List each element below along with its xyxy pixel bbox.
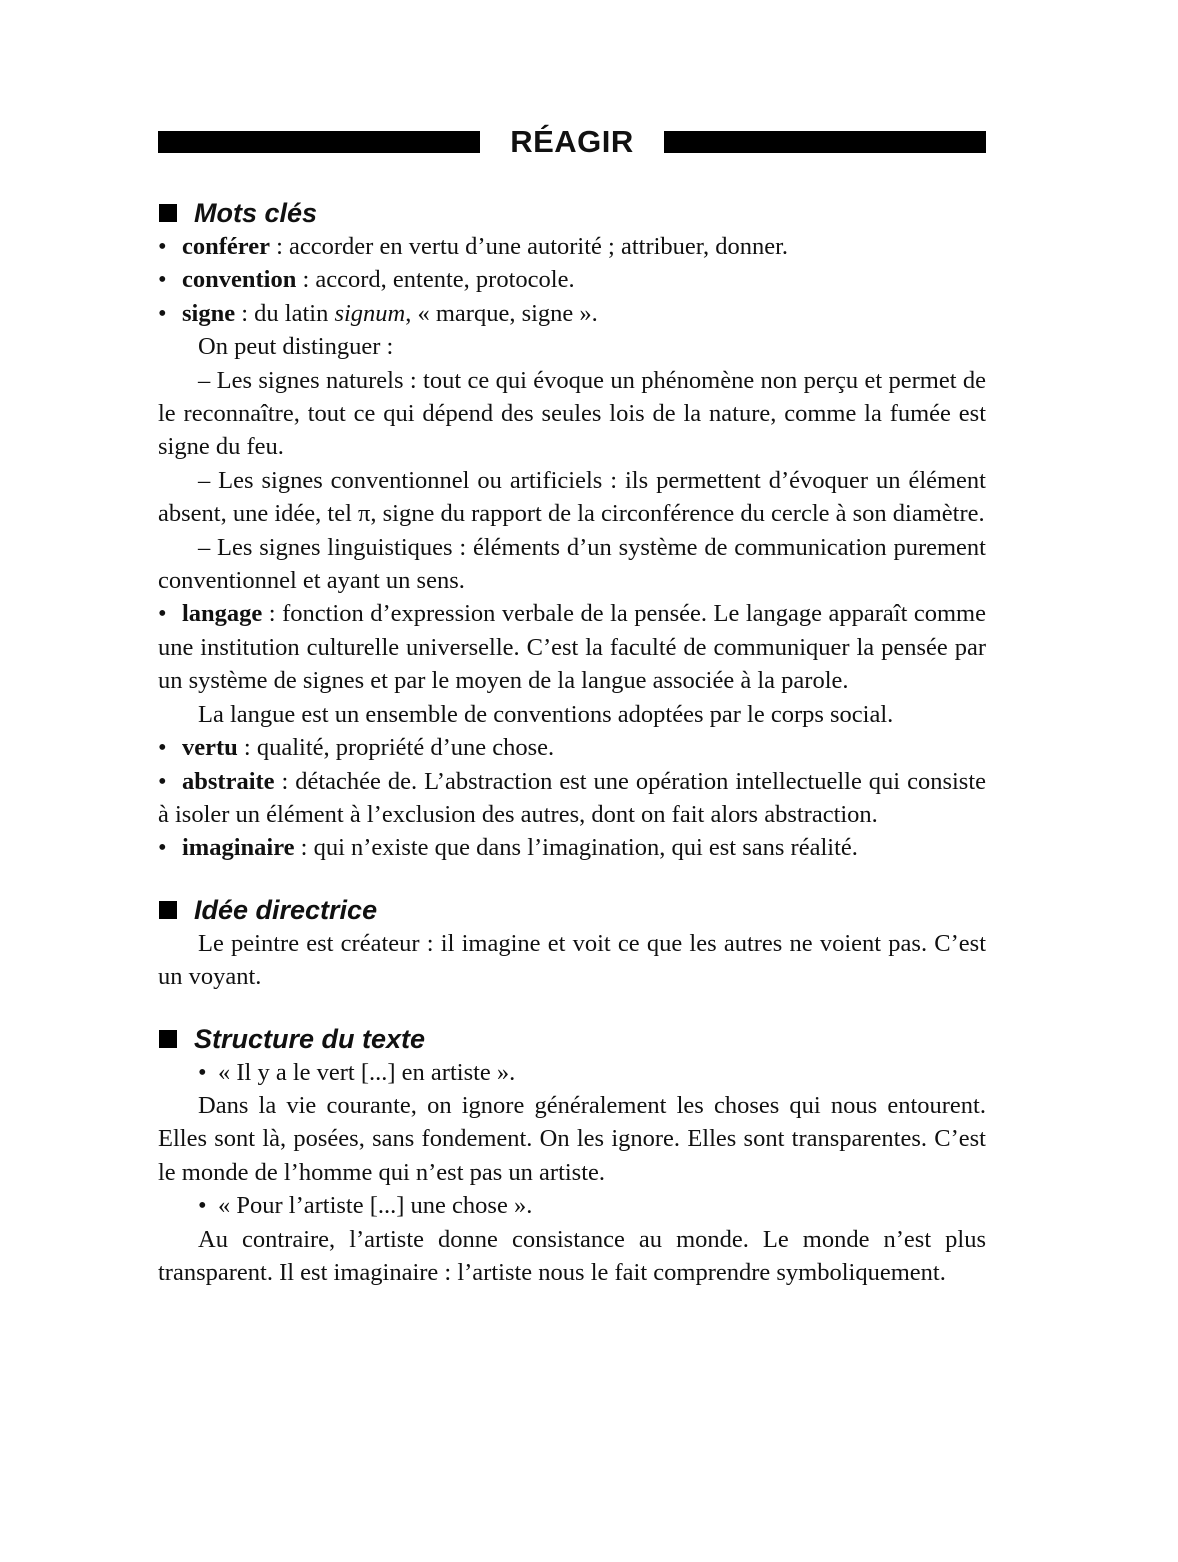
term-signe: signe bbox=[182, 299, 236, 327]
def-langage: : fonction d’expression verbale de la pensée. Le langage apparaît comme une institution culturelle universelle. C’est la faculté de communiquer la pensée par un système de signes et par le moyen de la langue associée à la parole. bbox=[158, 600, 986, 695]
def-signe-a: : du latin bbox=[235, 299, 335, 327]
entry-signe bbox=[158, 297, 986, 330]
square-bullet-icon bbox=[159, 1030, 177, 1048]
term-convention: convention bbox=[182, 266, 297, 294]
signes-conventionnels: – Les signes conventionnel ou artificiels : ils permettent d’évoquer un élément absent, une idée, tel π, signe du rapport de la circonférence du cercle à son diamètre. bbox=[158, 466, 986, 528]
signe-intro: On peut distinguer : bbox=[198, 333, 394, 361]
term-conferer: conférer bbox=[182, 233, 270, 260]
banner-bar-right bbox=[664, 131, 986, 153]
def-vertu: : qualité, propriété d’une chose. bbox=[237, 734, 555, 762]
latin-signum: signum bbox=[334, 299, 406, 327]
structure-paragraph-2: Au contraire, l’artiste donne consistance au monde. Le monde n’est plus transparent. Il est imaginaire : l’artiste nous le fait comprendre symboliquement. bbox=[158, 1225, 986, 1286]
term-imaginaire: imaginaire bbox=[182, 834, 295, 862]
entry-abstraite bbox=[158, 765, 986, 832]
entry-vertu bbox=[158, 731, 986, 764]
heading-mots-cles bbox=[158, 196, 986, 230]
heading-structure-texte-text: Structure du texte bbox=[194, 1023, 426, 1054]
heading-idee-directrice bbox=[158, 893, 986, 927]
signes-linguistiques: – Les signes linguistiques : éléments d’un système de communication purement conventionnel et ayant un sens. bbox=[158, 533, 986, 595]
entry-convention bbox=[158, 263, 986, 296]
langue-paragraph: La langue est un ensemble de conventions adoptées par le corps social. bbox=[198, 700, 894, 728]
term-langage: langage bbox=[182, 600, 263, 628]
term-abstraite: abstraite bbox=[182, 767, 275, 795]
structure-quote-2: • « Pour l’artiste [...] une chose ». bbox=[158, 1189, 986, 1222]
square-bullet-icon bbox=[159, 901, 177, 919]
heading-structure-texte bbox=[158, 1022, 986, 1056]
entry-imaginaire bbox=[158, 831, 986, 864]
section-banner bbox=[158, 124, 986, 160]
heading-idee-directrice-text: Idée directrice bbox=[194, 894, 378, 925]
def-imaginaire: : qui n’existe que dans l’imagination, qui est sans réalité. bbox=[294, 834, 858, 862]
def-conferer: : accorder en vertu d’une autorité ; attribuer, donner. bbox=[269, 233, 789, 260]
idee-text: Le peintre est créateur : il imagine et voit ce que les autres ne voient pas. C’est un voyant. bbox=[158, 929, 986, 991]
banner-bar-left bbox=[158, 131, 480, 153]
signes-naturels: – Les signes naturels : tout ce qui évoque un phénomène non perçu et permet de le reconnaître, tout ce qui dépend des seules lois de la nature, comme la fumée est signe du feu. bbox=[158, 366, 986, 461]
term-vertu: vertu bbox=[182, 734, 238, 762]
entry-conferer bbox=[158, 230, 986, 263]
def-signe-b: , « marque, signe ». bbox=[405, 299, 598, 327]
def-convention: : accord, entente, protocole. bbox=[296, 266, 575, 294]
def-abstraite: : détachée de. L’abstraction est une opération intellectuelle qui consiste à isoler un élément à l’exclusion des autres, dont on fait alors abstraction. bbox=[158, 767, 986, 828]
structure-quote-1: • « Il y a le vert [...] en artiste ». bbox=[158, 1056, 986, 1089]
entry-langage bbox=[158, 597, 986, 697]
banner-title: RÉAGIR bbox=[510, 124, 634, 159]
structure-paragraph-1: Dans la vie courante, on ignore généralement les choses qui nous entourent. Elles sont là, posées, sans fondement. On les ignore. Elles sont transparentes. C’est le monde de l’homme qui n’est pas un artiste. bbox=[158, 1091, 986, 1186]
square-bullet-icon bbox=[159, 204, 177, 222]
document-page bbox=[158, 124, 986, 1289]
heading-mots-cles-text: Mots clés bbox=[194, 198, 318, 228]
